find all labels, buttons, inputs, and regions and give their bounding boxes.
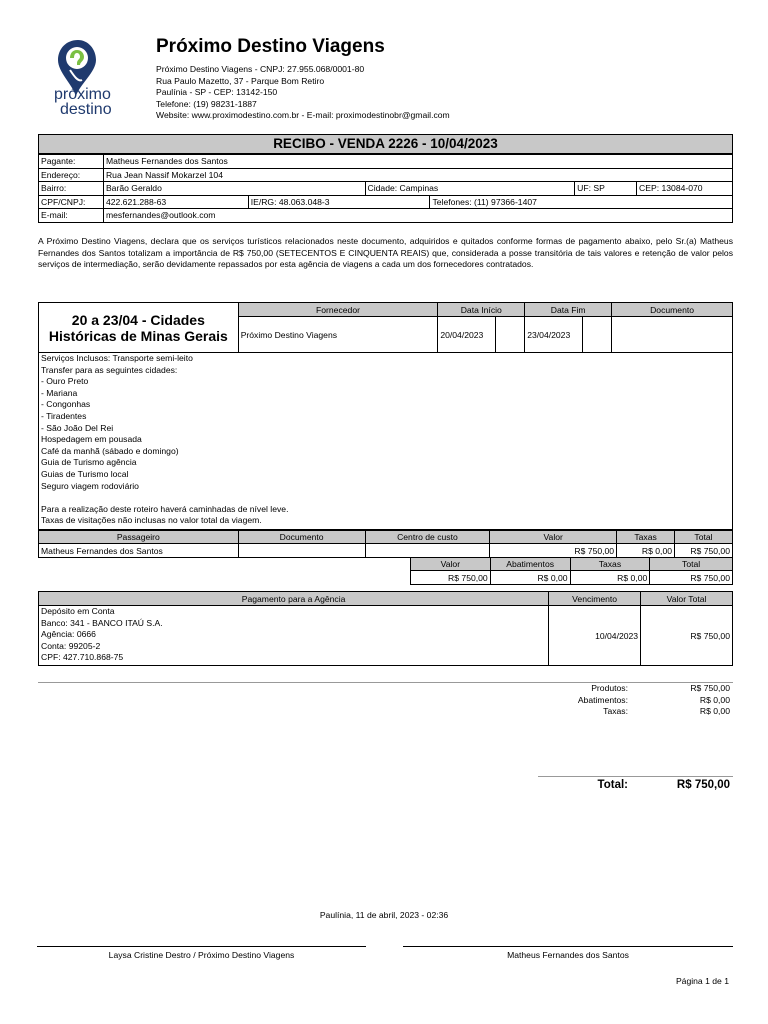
discounts-value: R$ 0,00 <box>699 694 730 705</box>
products-label: Produtos: <box>591 683 628 693</box>
desc-line: Para a realização deste roteiro haverá caminhadas de nível leve. <box>41 503 289 514</box>
payment-details <box>39 606 549 666</box>
pax-header: Valor <box>490 531 617 544</box>
cpf-value: 422.621.288-63 <box>103 195 248 209</box>
total-header: Valor Total <box>641 592 733 606</box>
city-value: Cidade: Campinas <box>365 182 575 196</box>
company-name: Próximo Destino Viagens <box>156 36 385 57</box>
uf-value: UF: SP <box>575 182 637 196</box>
pax-header: Taxas <box>617 531 675 544</box>
phones-value: Telefones: (11) 97366-1407 <box>430 195 733 209</box>
col-doc: Documento <box>612 303 733 317</box>
service-header-table <box>38 302 733 353</box>
payment-line: Banco: 341 - BANCO ITAÚ S.A. <box>41 617 163 628</box>
company-info-line: Rua Paulo Mazetto, 37 - Parque Bom Retiro <box>156 75 325 86</box>
service-summary-table <box>410 557 733 585</box>
desc-line: Transfer para as seguintes cidades: <box>41 364 178 375</box>
desc-line: Guias de Turismo local <box>41 468 129 479</box>
pax-taxes: R$ 0,00 <box>617 544 675 558</box>
payment-total: R$ 750,00 <box>641 606 733 666</box>
company-info-line: Próximo Destino Viagens - CNPJ: 27.955.068/0001-80 <box>156 64 365 74</box>
doc-value <box>612 317 733 353</box>
payment-table <box>38 591 733 666</box>
summary-labels <box>500 683 628 718</box>
total-label: Total: <box>597 779 628 791</box>
taxes-value: R$ 0,00 <box>699 706 730 716</box>
email-value: mesfernandes@outlook.com <box>103 209 732 223</box>
client-info-table <box>38 154 733 223</box>
due-header: Vencimento <box>549 592 641 606</box>
pax-total: R$ 750,00 <box>675 544 733 558</box>
logo-text-line2: destino <box>60 101 112 118</box>
end-extra <box>583 317 612 353</box>
discounts-label: Abatimentos: <box>577 694 628 705</box>
place-date: Paulínia, 11 de abril, 2023 - 02:36 <box>319 910 449 920</box>
company-info <box>156 64 450 122</box>
district-label: Bairro: <box>39 182 104 196</box>
page-number: Página 1 de 1 <box>675 976 729 986</box>
passenger-table <box>38 530 733 558</box>
payment-line: Agência: 0666 <box>41 629 96 640</box>
sum-header: Valor <box>411 558 491 571</box>
payment-line: CPF: 427.710.868-75 <box>41 652 124 663</box>
receipt-title: RECIBO - VENDA 2226 - 10/04/2023 <box>38 134 733 154</box>
logo-text-line1: próximo <box>54 86 111 103</box>
company-info-line: Website: www.proximodestino.com.br - E-mail: proximodestinobr@gmail.com <box>156 110 450 121</box>
supplier-value: Próximo Destino Viagens <box>238 317 438 353</box>
col-start: Data Início <box>438 303 525 317</box>
desc-line: Guia de Turismo agência <box>41 457 137 468</box>
company-info-line: Telefone: (19) 98231-1887 <box>156 98 257 109</box>
signature-left: Laysa Cristine Destro / Próximo Destino Viagens <box>108 950 295 960</box>
sum-header: Taxas <box>570 558 650 571</box>
pax-header: Documento <box>238 531 365 544</box>
desc-line: - Ouro Preto <box>41 376 89 387</box>
sum-value: R$ 750,00 <box>411 571 491 585</box>
company-logo <box>40 34 144 124</box>
desc-line: - Tiradentes <box>41 410 87 421</box>
district-value: Barão Geraldo <box>103 182 365 196</box>
sum-discounts: R$ 0,00 <box>490 571 570 585</box>
desc-line: Taxas de visitações não inclusas no valor total da viagem. <box>41 515 262 526</box>
products-value: R$ 750,00 <box>690 683 730 693</box>
desc-line: - Mariana <box>41 387 78 398</box>
desc-line: Seguro viagem rodoviário <box>41 480 139 491</box>
start-extra <box>496 317 525 353</box>
signature-line-left <box>37 946 366 947</box>
sum-total: R$ 750,00 <box>650 571 733 585</box>
sum-header: Total <box>650 558 733 571</box>
payment-header: Pagamento para a Agência <box>39 592 549 606</box>
signature-right: Matheus Fernandes dos Santos <box>507 950 629 960</box>
payer-value: Matheus Fernandes dos Santos <box>103 155 732 169</box>
pax-value: R$ 750,00 <box>490 544 617 558</box>
taxes-label: Taxas: <box>603 706 628 716</box>
sum-header: Abatimentos <box>490 558 570 571</box>
total-divider <box>538 776 733 777</box>
end-value: 23/04/2023 <box>525 317 583 353</box>
sum-taxes: R$ 0,00 <box>570 571 650 585</box>
address-value: Rua Jean Nassif Mokarzel 104 <box>103 168 732 182</box>
desc-line: Café da manhã (sábado e domingo) <box>41 445 179 456</box>
desc-line: Hospedagem em pousada <box>41 434 142 445</box>
ierg-value: IE/RG: 48.063.048-3 <box>248 195 430 209</box>
desc-line: Serviços Inclusos: Transporte semi-leito <box>41 353 193 363</box>
signature-line-right <box>403 946 733 947</box>
summary-divider <box>38 682 733 683</box>
summary-values <box>640 683 730 718</box>
payment-line: Depósito em Conta <box>41 606 115 616</box>
email-label: E-mail: <box>39 209 104 223</box>
col-supplier: Fornecedor <box>238 303 438 317</box>
address-label: Endereço: <box>39 168 104 182</box>
payment-line: Conta: 99205-2 <box>41 640 101 651</box>
payer-label: Pagante: <box>39 155 104 169</box>
desc-line <box>41 492 730 504</box>
pax-header: Centro de custo <box>365 531 490 544</box>
company-info-line: Paulínia - SP - CEP: 13142-150 <box>156 87 278 98</box>
total-value: R$ 750,00 <box>676 779 730 791</box>
pax-header: Passageiro <box>39 531 239 544</box>
desc-line: - Congonhas <box>41 399 91 410</box>
declaration-text: A Próximo Destino Viagens, declara que os serviços turísticos relacionados neste documento, adquiridos e quitados conforme formas de pagamento abaixo, pelo Sr.(a) Matheus Fernandes dos Santos totalizam a importância de R$ 750,00 (SETECENTOS E CINQUENTA REAIS) que, considerada a posse transitória de tais valores e retenção de valor pelos serviços de intermediação, serão devidamente repassados por esta agência de viagens a cada um dos fornecedores contratados. <box>38 236 733 269</box>
pax-name: Matheus Fernandes dos Santos <box>39 544 239 558</box>
service-title: 20 a 23/04 - Cidades Históricas de Minas Gerais <box>39 303 239 353</box>
pax-cost-center <box>365 544 490 558</box>
pax-doc <box>238 544 365 558</box>
cpf-label: CPF/CNPJ: <box>39 195 104 209</box>
service-description <box>38 353 733 530</box>
cep-value: CEP: 13084-070 <box>637 182 733 196</box>
col-end: Data Fim <box>525 303 612 317</box>
start-value: 20/04/2023 <box>438 317 496 353</box>
pax-header: Total <box>675 531 733 544</box>
desc-line: - São João Del Rei <box>41 422 114 433</box>
payment-due: 10/04/2023 <box>549 606 641 666</box>
